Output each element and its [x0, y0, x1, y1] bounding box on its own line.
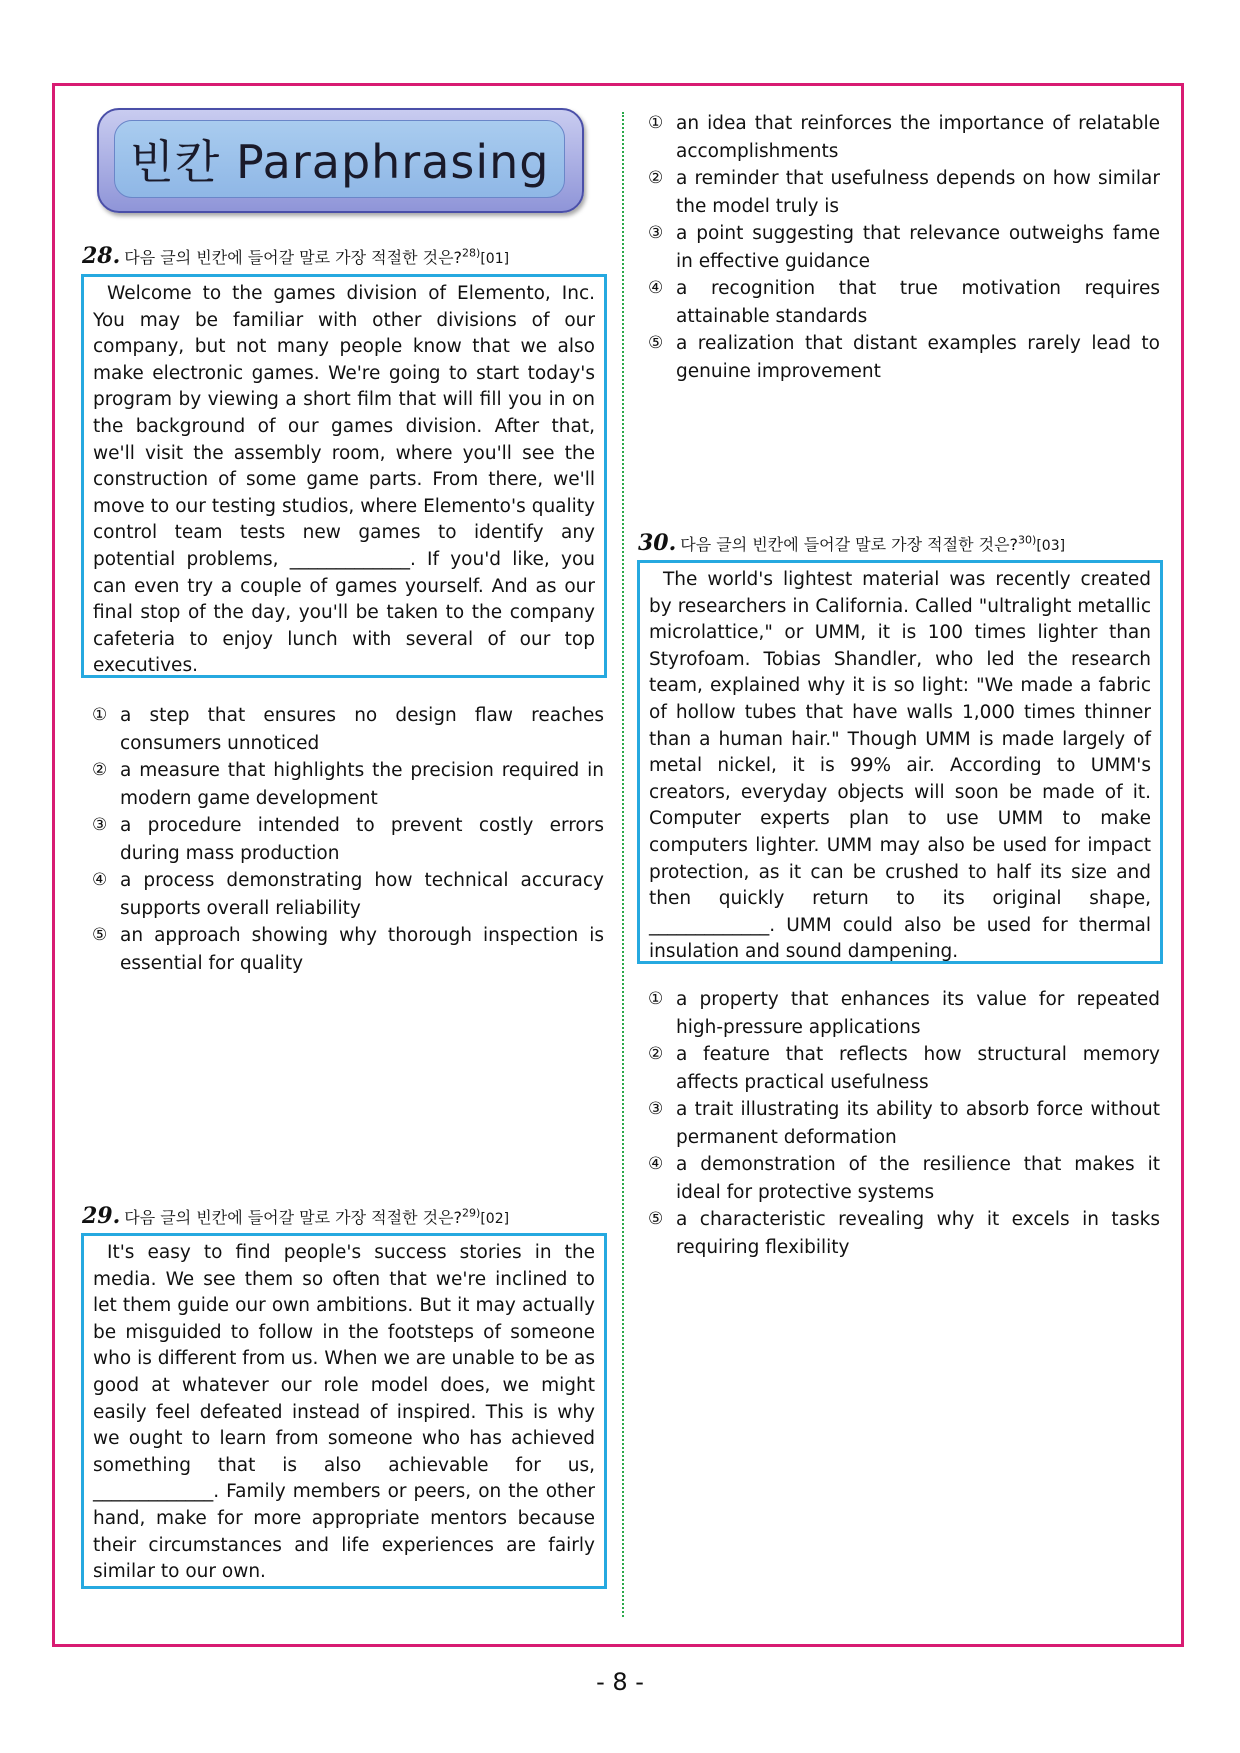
page-number: - 8 -: [596, 1668, 644, 1696]
title-banner-inner: [114, 120, 565, 198]
passage-text: It's easy to find people's success stories in the media. We see them so often that we're inclined to let them guide our own ambitions. But it may actually be misguided to follow in the footsteps of someone who is different from us. When we are unable to be as good at whatever our role model does, we might easily feel defeated instead of inspired. This is why we ought to learn from someone who has achieved something that is also achievable for us, _____________. Family members or peers, on the other hand, make for more appropriate mentors because their circumstances and life experiences are fairly similar to our own.: [93, 1242, 595, 1583]
choice-item[interactable]: [648, 1206, 1160, 1261]
question-number: 28.: [82, 243, 121, 269]
choice-number: ④: [92, 870, 108, 890]
question-28-passage-box: [81, 274, 607, 678]
question-ref: 29): [462, 1206, 481, 1220]
passage-text: The world's lightest material was recently created by researchers in California. Called "ultralight metallic microlattice," or UMM, it is 100 times lighter than Styrofoam. Tobias Shandler, who led the research team, explained why it is so light: "We made a fabric of hollow tubes that have walls 1,000 times thinner than a human hair." Though UMM is made largely of metal nickel, it is 99% air. According to UMM's creators, everyday objects will soon be made of it. Computer experts plan to use UMM to make computers lighter. UMM may also be used for impact protection, as it can be crushed to half its size and then quickly return to its original shape, _____________. UMM could also be used for thermal insulation and sound dampening.: [649, 569, 1151, 963]
choice-text: an approach showing why thorough inspection is essential for quality: [120, 925, 604, 974]
choice-item[interactable]: [92, 867, 604, 922]
choice-item[interactable]: [92, 922, 604, 977]
choice-number: ①: [648, 113, 664, 133]
choice-item[interactable]: [92, 812, 604, 867]
choice-item[interactable]: [648, 165, 1160, 220]
choice-text: a point suggesting that relevance outweighs fame in effective guidance: [676, 223, 1160, 272]
question-30-passage-box: [637, 560, 1163, 964]
question-prompt: 다음 글의 빈칸에 들어갈 말로 가장 적절한 것은?: [124, 248, 463, 267]
question-29-passage-box: [81, 1233, 607, 1589]
question-28-header: [82, 243, 509, 269]
question-number: 30.: [638, 530, 677, 556]
question-prompt: 다음 글의 빈칸에 들어갈 말로 가장 적절한 것은?: [680, 535, 1019, 554]
choice-number: ⑤: [648, 1209, 664, 1229]
choice-text: an idea that reinforces the importance of relatable accomplishments: [676, 113, 1160, 162]
choice-item[interactable]: [648, 1096, 1160, 1151]
choice-item[interactable]: [648, 275, 1160, 330]
choice-text: a step that ensures no design flaw reaches consumers unnoticed: [120, 705, 604, 754]
choice-number: ⑤: [648, 333, 664, 353]
question-29-choices: [648, 110, 1160, 385]
choice-text: a measure that highlights the precision required in modern game development: [120, 760, 604, 809]
choice-text: a reminder that usefulness depends on how similar the model truly is: [676, 168, 1160, 217]
question-30-choices: [648, 986, 1160, 1261]
choice-item[interactable]: [92, 702, 604, 757]
passage-text: Welcome to the games division of Elemento, Inc. You may be familiar with other divisions of our company, but not many people know that we also make electronic games. We're going to start today's program by viewing a short film that will fill you in on the background of our games division. After that, we'll visit the assembly room, where you'll see the construction of some game parts. From there, we'll move to our testing studios, where Elemento's quality control team tests new games to identify any potential problems, _____________. If you'd like, you can even try a couple of games yourself. And as our final stop of the day, you'll be taken to the company cafeteria to enjoy lunch with several of our top executives.: [93, 283, 595, 677]
choice-number: ④: [648, 1154, 664, 1174]
choice-number: ②: [648, 168, 664, 188]
choice-number: ①: [92, 705, 108, 725]
question-number: 29.: [82, 1203, 121, 1229]
choice-text: a demonstration of the resilience that makes it ideal for protective systems: [676, 1154, 1160, 1203]
column-divider: [622, 112, 624, 1617]
question-29-header: [82, 1203, 509, 1229]
choice-number: ⑤: [92, 925, 108, 945]
choice-number: ③: [648, 223, 664, 243]
choice-text: a trait illustrating its ability to absorb force without permanent deformation: [676, 1099, 1160, 1148]
question-30-header: [638, 530, 1065, 556]
question-ref: 28): [462, 246, 481, 260]
question-tag: [03]: [1036, 538, 1066, 554]
choice-item[interactable]: [648, 330, 1160, 385]
choice-text: a procedure intended to prevent costly errors during mass production: [120, 815, 604, 864]
choice-number: ②: [648, 1044, 664, 1064]
choice-item[interactable]: [648, 1041, 1160, 1096]
choice-number: ④: [648, 278, 664, 298]
question-tag: [01]: [480, 251, 510, 267]
choice-text: a characteristic revealing why it excels in tasks requiring flexibility: [676, 1209, 1160, 1258]
choice-number: ③: [648, 1099, 664, 1119]
choice-item[interactable]: [648, 986, 1160, 1041]
choice-text: a realization that distant examples rarely lead to genuine improvement: [676, 333, 1160, 382]
choice-text: a recognition that true motivation requires attainable standards: [676, 278, 1160, 327]
choice-text: a property that enhances its value for repeated high-pressure applications: [676, 989, 1160, 1038]
question-tag: [02]: [480, 1211, 510, 1227]
choice-number: ②: [92, 760, 108, 780]
question-prompt: 다음 글의 빈칸에 들어갈 말로 가장 적절한 것은?: [124, 1208, 463, 1227]
choice-number: ①: [648, 989, 664, 1009]
choice-item[interactable]: [648, 1151, 1160, 1206]
choice-text: a feature that reflects how structural memory affects practical usefulness: [676, 1044, 1160, 1093]
choice-number: ③: [92, 815, 108, 835]
question-28-choices: [92, 702, 604, 977]
choice-item[interactable]: [92, 757, 604, 812]
choice-item[interactable]: [648, 220, 1160, 275]
choice-text: a process demonstrating how technical accuracy supports overall reliability: [120, 870, 604, 919]
choice-item[interactable]: [648, 110, 1160, 165]
page-title: 빈칸 Paraphrasing: [129, 135, 550, 189]
question-ref: 30): [1018, 533, 1037, 547]
